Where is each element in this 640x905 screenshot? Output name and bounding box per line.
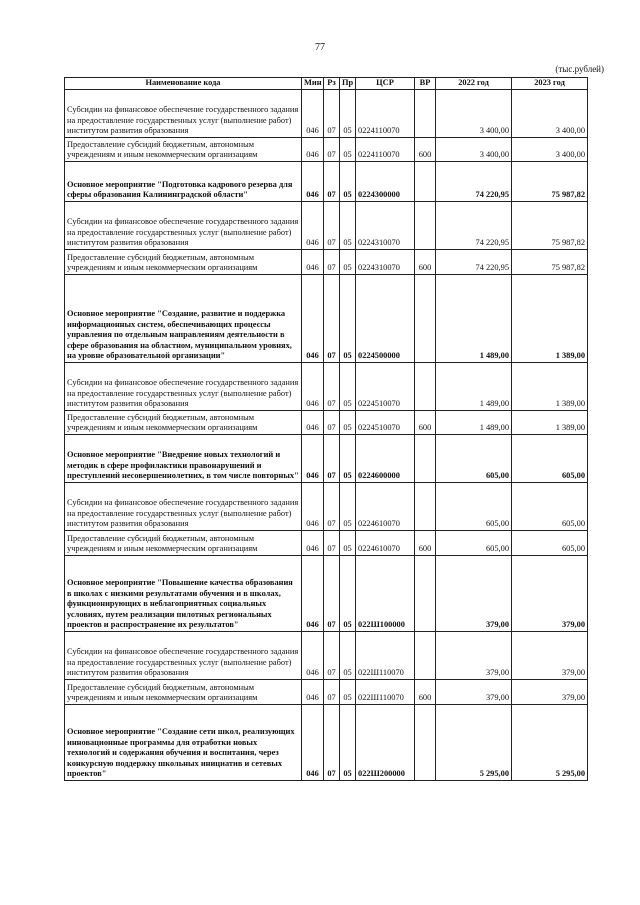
header-rz: Рз bbox=[324, 78, 340, 90]
table-row bbox=[65, 483, 588, 531]
table-row bbox=[65, 138, 588, 162]
cell-csr: 0224310070 bbox=[356, 250, 415, 275]
table-row bbox=[65, 250, 588, 275]
header-2023: 2023 год bbox=[512, 78, 588, 90]
cell-2022: 3 400,00 bbox=[436, 90, 512, 138]
cell-rz: 07 bbox=[324, 250, 340, 275]
cell-2023: 1 389,00 bbox=[512, 363, 588, 411]
cell-pr: 05 bbox=[340, 680, 356, 705]
table-row bbox=[65, 275, 588, 363]
cell-name: Основное мероприятие "Повышение качества образования в школах с низкими результатами обучения и в школах, функционирующих в неблагоприятных социальных условиях, путем реализации пилотных региональных проектов и распространение их результатов" bbox=[65, 556, 302, 632]
header-csr: ЦСР bbox=[356, 78, 415, 90]
table-body bbox=[65, 90, 588, 781]
cell-csr: 0224110070 bbox=[356, 138, 415, 162]
cell-2022: 379,00 bbox=[436, 632, 512, 680]
cell-rz: 07 bbox=[324, 275, 340, 363]
cell-name: Субсидии на финансовое обеспечение государственного задания на предоставление государственных услуг (выполнение работ) институтом развития образования bbox=[65, 202, 302, 250]
cell-vr: 600 bbox=[415, 680, 436, 705]
cell-min: 046 bbox=[302, 363, 324, 411]
cell-name: Основное мероприятие "Внедрение новых технологий и методик в сфере профилактики правонарушений и преступлений несовершеннолетних, в том числе повторных" bbox=[65, 435, 302, 483]
cell-pr: 05 bbox=[340, 435, 356, 483]
header-min: Мин bbox=[302, 78, 324, 90]
cell-vr bbox=[415, 556, 436, 632]
cell-min: 046 bbox=[302, 411, 324, 435]
cell-csr: 0224300000 bbox=[356, 162, 415, 202]
cell-min: 046 bbox=[302, 138, 324, 162]
table-row bbox=[65, 435, 588, 483]
cell-rz: 07 bbox=[324, 483, 340, 531]
cell-pr: 05 bbox=[340, 411, 356, 435]
cell-rz: 07 bbox=[324, 435, 340, 483]
table-row bbox=[65, 90, 588, 138]
cell-vr bbox=[415, 632, 436, 680]
table-row bbox=[65, 363, 588, 411]
cell-2023: 379,00 bbox=[512, 680, 588, 705]
cell-csr: 0224310070 bbox=[356, 202, 415, 250]
cell-rz: 07 bbox=[324, 705, 340, 781]
table-row bbox=[65, 705, 588, 781]
cell-name: Основное мероприятие "Создание сети школ, реализующих инновационные программы для отработки новых технологий и содержания обучения и воспитания, через конкурсную поддержку школьных инициатив и сетевых проектов" bbox=[65, 705, 302, 781]
header-name: Наименование кода bbox=[65, 78, 302, 90]
cell-vr bbox=[415, 202, 436, 250]
cell-pr: 05 bbox=[340, 90, 356, 138]
cell-pr: 05 bbox=[340, 531, 356, 556]
cell-pr: 05 bbox=[340, 250, 356, 275]
cell-vr bbox=[415, 483, 436, 531]
cell-vr bbox=[415, 705, 436, 781]
cell-vr bbox=[415, 275, 436, 363]
cell-min: 046 bbox=[302, 531, 324, 556]
unit-note: (тыс.рублей) bbox=[555, 64, 604, 74]
cell-csr: 022Ш200000 bbox=[356, 705, 415, 781]
table-row bbox=[65, 680, 588, 705]
cell-2023: 379,00 bbox=[512, 632, 588, 680]
cell-2023: 605,00 bbox=[512, 435, 588, 483]
cell-2023: 75 987,82 bbox=[512, 250, 588, 275]
budget-table bbox=[64, 77, 588, 781]
table-row bbox=[65, 556, 588, 632]
cell-2022: 605,00 bbox=[436, 531, 512, 556]
cell-csr: 022Ш110070 bbox=[356, 632, 415, 680]
cell-csr: 0224500000 bbox=[356, 275, 415, 363]
header-2022: 2022 год bbox=[436, 78, 512, 90]
cell-rz: 07 bbox=[324, 90, 340, 138]
cell-name: Основное мероприятие "Создание, развитие и поддержка информационных систем, обеспечивающих процессы управления по отдельным направлениям деятельности в сфере образования на областном, муниципальном уровнях, на уровне образовательной организации" bbox=[65, 275, 302, 363]
cell-min: 046 bbox=[302, 90, 324, 138]
page-number: 77 bbox=[315, 42, 325, 53]
cell-2022: 74 220,95 bbox=[436, 202, 512, 250]
cell-vr bbox=[415, 90, 436, 138]
cell-csr: 0224610070 bbox=[356, 531, 415, 556]
cell-min: 046 bbox=[302, 275, 324, 363]
cell-name: Основное мероприятие "Подготовка кадрового резерва для сферы образования Калининградской области" bbox=[65, 162, 302, 202]
cell-2022: 74 220,95 bbox=[436, 162, 512, 202]
cell-name: Субсидии на финансовое обеспечение государственного задания на предоставление государственных услуг (выполнение работ) институтом развития образования bbox=[65, 632, 302, 680]
cell-2022: 379,00 bbox=[436, 556, 512, 632]
cell-rz: 07 bbox=[324, 162, 340, 202]
cell-csr: 0224110070 bbox=[356, 90, 415, 138]
cell-csr: 022Ш110070 bbox=[356, 680, 415, 705]
cell-csr: 0224510070 bbox=[356, 363, 415, 411]
cell-pr: 05 bbox=[340, 705, 356, 781]
cell-2023: 1 389,00 bbox=[512, 411, 588, 435]
cell-rz: 07 bbox=[324, 138, 340, 162]
cell-2022: 5 295,00 bbox=[436, 705, 512, 781]
cell-rz: 07 bbox=[324, 363, 340, 411]
cell-2022: 1 489,00 bbox=[436, 275, 512, 363]
cell-2023: 5 295,00 bbox=[512, 705, 588, 781]
cell-2022: 605,00 bbox=[436, 483, 512, 531]
cell-rz: 07 bbox=[324, 632, 340, 680]
cell-pr: 05 bbox=[340, 556, 356, 632]
cell-2023: 3 400,00 bbox=[512, 90, 588, 138]
cell-2022: 3 400,00 bbox=[436, 138, 512, 162]
cell-min: 046 bbox=[302, 483, 324, 531]
table-row bbox=[65, 531, 588, 556]
cell-min: 046 bbox=[302, 250, 324, 275]
cell-rz: 07 bbox=[324, 531, 340, 556]
cell-name: Предоставление субсидий бюджетным, автономным учреждениям и иным некоммерческим организациям bbox=[65, 411, 302, 435]
cell-pr: 05 bbox=[340, 202, 356, 250]
cell-min: 046 bbox=[302, 435, 324, 483]
cell-min: 046 bbox=[302, 680, 324, 705]
cell-rz: 07 bbox=[324, 202, 340, 250]
cell-min: 046 bbox=[302, 705, 324, 781]
cell-vr: 600 bbox=[415, 250, 436, 275]
cell-name: Предоставление субсидий бюджетным, автономным учреждениям и иным некоммерческим организациям bbox=[65, 250, 302, 275]
cell-min: 046 bbox=[302, 202, 324, 250]
cell-pr: 05 bbox=[340, 138, 356, 162]
header-pr: Пр bbox=[340, 78, 356, 90]
cell-csr: 022Ш100000 bbox=[356, 556, 415, 632]
cell-vr bbox=[415, 363, 436, 411]
cell-vr bbox=[415, 162, 436, 202]
cell-2023: 379,00 bbox=[512, 556, 588, 632]
cell-csr: 0224610070 bbox=[356, 483, 415, 531]
cell-2022: 1 489,00 bbox=[436, 363, 512, 411]
cell-2022: 379,00 bbox=[436, 680, 512, 705]
cell-csr: 0224600000 bbox=[356, 435, 415, 483]
cell-pr: 05 bbox=[340, 275, 356, 363]
cell-2023: 3 400,00 bbox=[512, 138, 588, 162]
cell-name: Субсидии на финансовое обеспечение государственного задания на предоставление государственных услуг (выполнение работ) институтом развития образования bbox=[65, 483, 302, 531]
cell-min: 046 bbox=[302, 556, 324, 632]
cell-2022: 74 220,95 bbox=[436, 250, 512, 275]
cell-2023: 605,00 bbox=[512, 531, 588, 556]
cell-vr bbox=[415, 435, 436, 483]
cell-name: Субсидии на финансовое обеспечение государственного задания на предоставление государственных услуг (выполнение работ) институтом развития образования bbox=[65, 363, 302, 411]
cell-vr: 600 bbox=[415, 411, 436, 435]
cell-rz: 07 bbox=[324, 680, 340, 705]
cell-vr: 600 bbox=[415, 531, 436, 556]
cell-2022: 605,00 bbox=[436, 435, 512, 483]
cell-pr: 05 bbox=[340, 162, 356, 202]
cell-name: Предоставление субсидий бюджетным, автономным учреждениям и иным некоммерческим организациям bbox=[65, 531, 302, 556]
cell-min: 046 bbox=[302, 162, 324, 202]
cell-min: 046 bbox=[302, 632, 324, 680]
cell-2023: 605,00 bbox=[512, 483, 588, 531]
cell-2023: 1 389,00 bbox=[512, 275, 588, 363]
cell-pr: 05 bbox=[340, 483, 356, 531]
cell-name: Субсидии на финансовое обеспечение государственного задания на предоставление государственных услуг (выполнение работ) институтом развития образования bbox=[65, 90, 302, 138]
cell-2023: 75 987,82 bbox=[512, 202, 588, 250]
table-row bbox=[65, 202, 588, 250]
cell-rz: 07 bbox=[324, 411, 340, 435]
header-row bbox=[65, 78, 588, 90]
cell-2022: 1 489,00 bbox=[436, 411, 512, 435]
table-row bbox=[65, 162, 588, 202]
cell-pr: 05 bbox=[340, 363, 356, 411]
cell-rz: 07 bbox=[324, 556, 340, 632]
cell-csr: 0224510070 bbox=[356, 411, 415, 435]
table-row bbox=[65, 411, 588, 435]
cell-name: Предоставление субсидий бюджетным, автономным учреждениям и иным некоммерческим организациям bbox=[65, 138, 302, 162]
cell-2023: 75 987,82 bbox=[512, 162, 588, 202]
header-vr: ВР bbox=[415, 78, 436, 90]
cell-pr: 05 bbox=[340, 632, 356, 680]
table-row bbox=[65, 632, 588, 680]
cell-vr: 600 bbox=[415, 138, 436, 162]
cell-name: Предоставление субсидий бюджетным, автономным учреждениям и иным некоммерческим организациям bbox=[65, 680, 302, 705]
